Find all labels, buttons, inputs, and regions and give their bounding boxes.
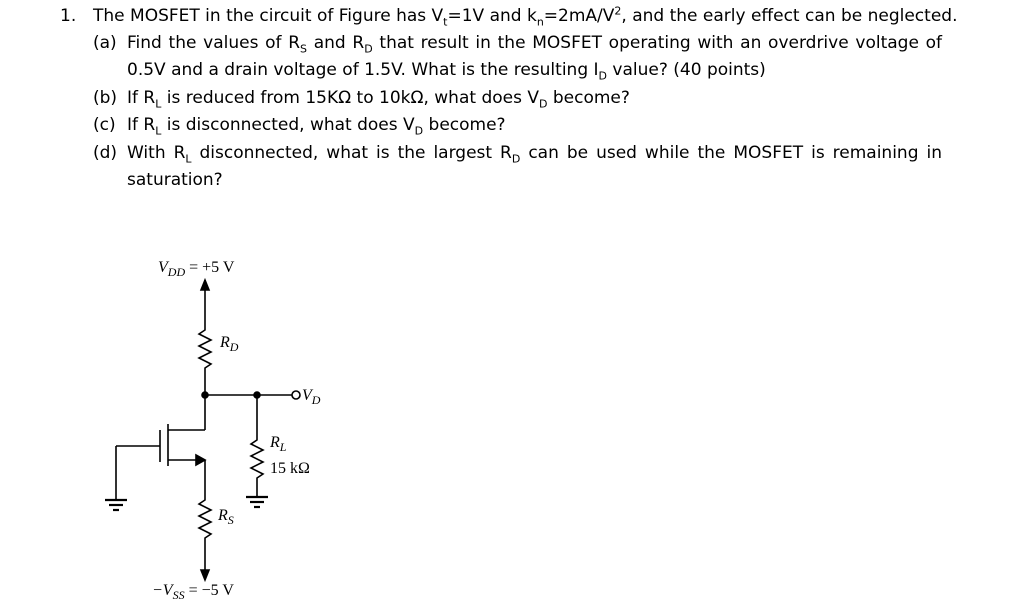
- rl-label: $R_L$: [270, 434, 287, 454]
- question-number: 1.: [60, 6, 77, 26]
- rs-label: $R_S$: [218, 507, 234, 527]
- rd-resistor: [199, 322, 211, 395]
- gate-ground-icon: [105, 500, 127, 510]
- source-arrow-icon: [196, 455, 205, 465]
- question-part-b: (b) If $R_L$ is reduced from 15KΩ to 10kΩ, what does $V_D$ become?: [93, 88, 630, 111]
- vss-label: $-V_{SS} = -5$ V: [152, 582, 234, 602]
- rd-label: $R_D$: [220, 334, 239, 354]
- vd-label: $V_D$: [302, 387, 321, 407]
- rl-ground-icon: [246, 497, 268, 507]
- rl-value: 15 kΩ: [270, 460, 310, 477]
- vss-arrow-icon: [201, 570, 209, 580]
- question-part-a: (a) Find the values of $R_S$ and $R_D$ that result in the MOSFET operating with an overdrive voltage of 0.5V and a drain voltage of 1.5V. What is the resulting $I_D$ value? (40 points): [93, 33, 942, 83]
- vd-terminal-icon: [292, 391, 300, 399]
- question-intro: The MOSFET in the circuit of Figure has $V_t=1V$ and $k_n=2mA/V^2$, and the early effect can be neglected.: [93, 4, 958, 29]
- vdd-arrow-icon: [201, 280, 209, 290]
- question-part-c: (c) If $R_L$ is disconnected, what does $V_D$ become?: [93, 115, 506, 138]
- rl-resistor: [251, 435, 263, 496]
- rs-resistor: [199, 495, 211, 550]
- mosfet-circuit-diagram: [100, 250, 360, 605]
- vdd-label: $V_{DD} = +5$ V: [158, 259, 235, 279]
- question-part-d: (d) With $R_L$ disconnected, what is the largest $R_D$ can be used while the MOSFET is remaining in saturation?: [93, 143, 942, 190]
